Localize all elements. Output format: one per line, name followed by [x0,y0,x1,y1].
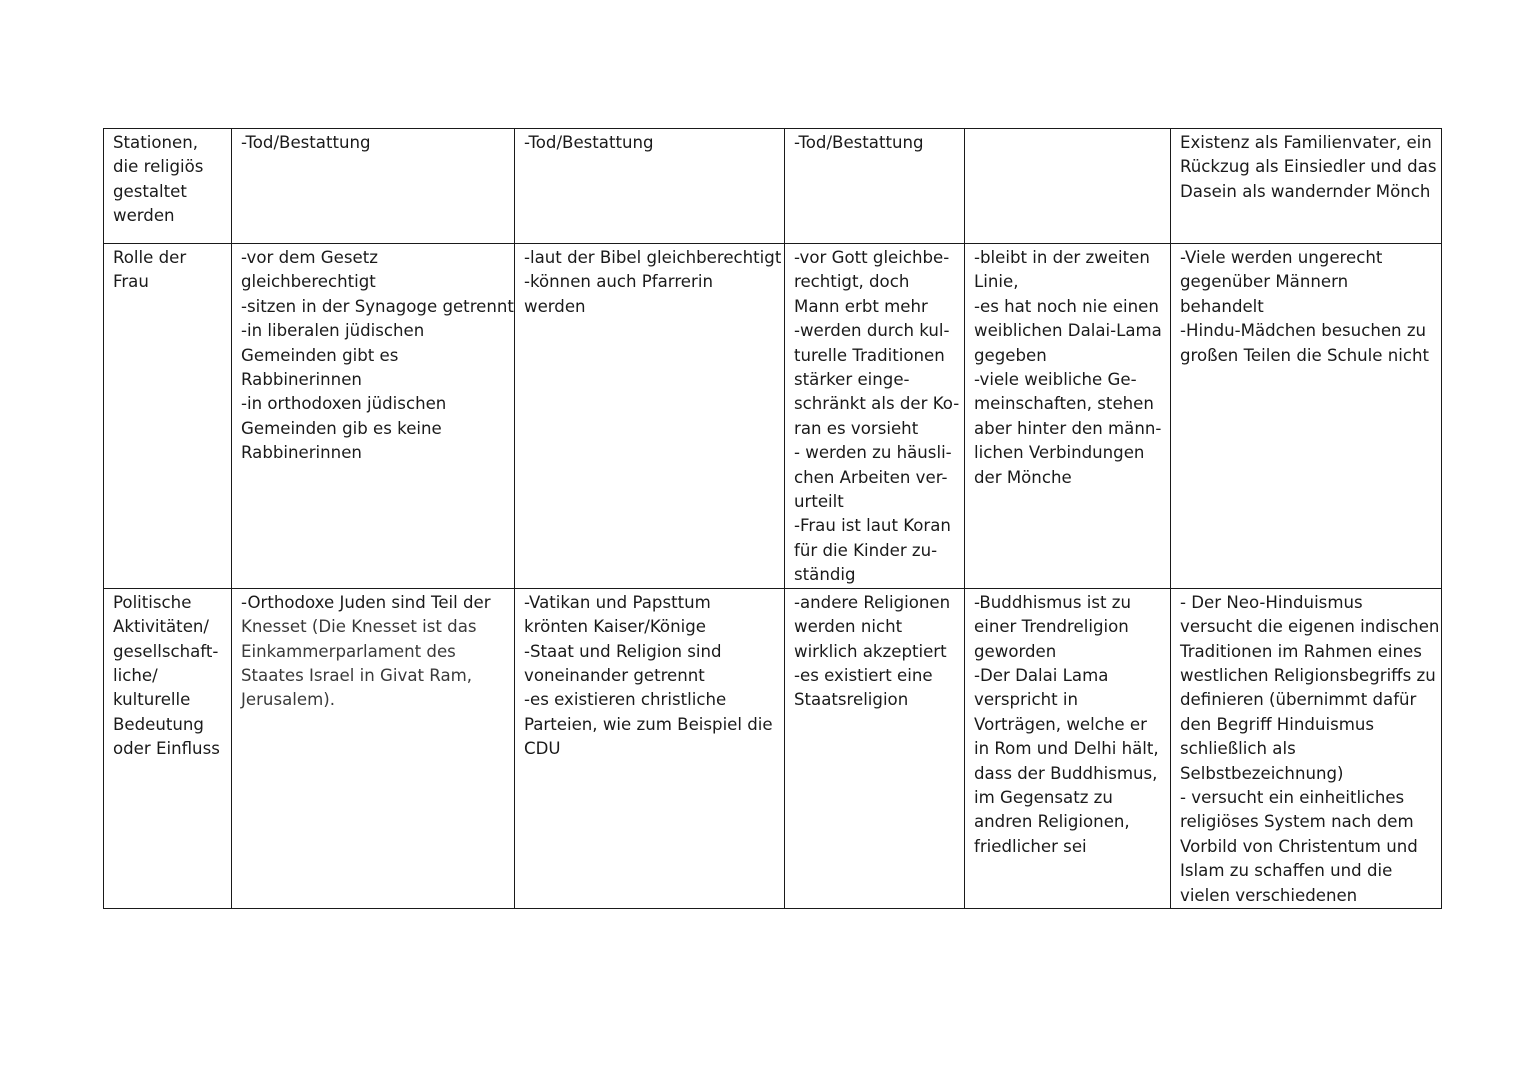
cell-text-line: -sitzen in der Synagoge getrennt [241,296,514,316]
cell-text-line: liche/ [113,665,158,685]
cell-text-line: Traditionen im Rahmen eines [1180,641,1422,661]
row-header-cell [104,244,232,589]
cell-text-line: Vorbild von Christentum und [1180,836,1418,856]
cell-text-line: großen Teilen die Schule nicht [1180,345,1430,365]
cell-text-line: Dasein als wandernder Mönch [1180,181,1431,201]
cell-text-line: Rabbinerinnen [241,443,362,463]
cell-text-line: rechtigt, doch [794,272,910,292]
row-header-cell [104,129,232,244]
cell-text-line: im Gegensatz zu [974,787,1113,807]
cell-text-line: oder Einfluss [113,739,220,759]
cell-text-line: -Tod/Bestattung [524,133,654,152]
cell-text-line: - versucht ein einheitliches [1180,787,1405,807]
cell-text-line: Vorträgen, welche er [974,714,1147,734]
table-cell [515,129,785,244]
cell-text-line: CDU [524,739,561,759]
cell-text-line: turelle Traditionen [794,345,945,365]
cell-text-line: Islam zu schaffen und die [1180,861,1393,881]
cell-text-line: für die Kinder zu- [794,540,938,560]
cell-text-line: gestaltet [113,181,187,201]
cell-text-line: schränkt als der Ko- [794,394,960,414]
cell-text-line: Rückzug als Einsiedler und das [1180,157,1437,177]
cell-text-line: einer Trendreligion [974,617,1129,637]
cell-text-line: religiöses System nach dem [1180,812,1414,832]
cell-text-line: behandelt [1180,296,1264,316]
table-cell [785,588,965,908]
cell-text-line: werden [113,206,175,226]
cell-text-line: Staatsreligion [794,690,909,710]
table-row-rolle-der-frau [104,244,1442,589]
cell-text-line: -können auch Pfarrerin [524,272,713,292]
cell-text-line: meinschaften, stehen [974,394,1154,414]
table-cell [515,588,785,908]
cell-text-line: chen Arbeiten ver- [794,467,948,487]
cell-text-line: -vor dem Gesetz [241,248,378,267]
religion-comparison-table [103,128,1442,909]
cell-text-line: vielen verschiedenen [1180,885,1358,905]
cell-text-line: den Begriff Hinduismus [1180,714,1375,734]
cell-text-line: versucht die eigenen indischen [1180,617,1440,637]
cell-text-line: der Mönche [974,467,1072,487]
cell-text-line: Gemeinden gibt es [241,345,399,365]
cell-text-line: -in liberalen jüdischen [241,321,425,341]
cell-text-line: gesellschaft- [113,641,219,661]
cell-text-line: Knesset (Die Knesset ist das [241,617,477,637]
table-cell [965,244,1171,589]
cell-text-line: -werden durch kul- [794,321,950,341]
cell-text-line: -Staat und Religion sind [524,641,722,661]
cell-text-line: die religiös [113,157,204,177]
cell-text-line: -Orthodoxe Juden sind Teil der [241,592,491,612]
cell-text-line: Einkammerparlament des [241,641,456,661]
cell-text-line: definieren (übernimmt dafür [1180,690,1417,710]
cell-text-line: -Tod/Bestattung [241,133,371,152]
cell-text-line: Selbstbezeichnung) [1180,763,1344,783]
cell-text-line: Stationen, [113,133,198,152]
cell-text-line: in Rom und Delhi hält, [974,739,1159,759]
cell-text-line: -Buddhismus ist zu [974,592,1132,612]
cell-text-line: andren Religionen, [974,812,1130,832]
cell-text-line: westlichen Religionsbegriffs zu [1180,665,1436,685]
cell-text-line: -Tod/Bestattung [794,133,924,152]
table-cell [515,244,785,589]
cell-text-line: -vor Gott gleichbe- [794,248,950,267]
cell-text-line: dass der Buddhismus, [974,763,1158,783]
cell-text-line: kulturelle [113,690,191,710]
cell-text-line: -Frau ist laut Koran [794,516,951,536]
table-cell [965,588,1171,908]
table-row-politische-aktivitaeten [104,588,1442,908]
cell-text-line: -Viele werden ungerecht [1180,248,1383,267]
table-cell [232,588,515,908]
cell-text-line: -in orthodoxen jüdischen [241,394,447,414]
cell-text-line: gegenüber Männern [1180,272,1349,292]
cell-text-line: Gemeinden gib es keine [241,418,442,438]
table-cell [785,244,965,589]
cell-text-line: -Vatikan und Papsttum [524,592,711,612]
cell-text-line: - werden zu häusli- [794,443,952,463]
cell-text-line: gleichberechtigt [241,272,376,292]
cell-text-line: Mann erbt mehr [794,296,928,316]
cell-text-line: Parteien, wie zum Beispiel die [524,714,773,734]
table-cell [232,129,515,244]
cell-text-line: ran es vorsieht [794,418,919,438]
cell-text-line: Jerusalem). [241,690,335,710]
cell-text-line: Bedeutung [113,714,204,734]
table-cell [785,129,965,244]
cell-text-line: friedlicher sei [974,836,1087,856]
cell-text-line: Rabbinerinnen [241,370,362,390]
cell-text-line: aber hinter den männ- [974,418,1162,438]
cell-text-line: Rolle der [113,248,187,267]
cell-text-line: krönten Kaiser/Könige [524,617,706,637]
cell-text-line: voneinander getrennt [524,665,705,685]
cell-text-line: - Der Neo-Hinduismus [1180,592,1363,612]
cell-text-line: -es hat noch nie einen [974,296,1159,316]
cell-text-line: -Hindu-Mädchen besuchen zu [1180,321,1427,341]
table-cell [1171,244,1442,589]
cell-text-line: schließlich als [1180,739,1296,759]
cell-text-line: geworden [974,641,1057,661]
cell-text-line: lichen Verbindungen [974,443,1145,463]
table-cell [965,129,1171,244]
cell-text-line: -bleibt in der zweiten [974,248,1150,267]
cell-text-line: Aktivitäten/ [113,617,210,637]
cell-text-line: stärker einge- [794,370,910,390]
cell-text-line: verspricht in [974,690,1079,710]
cell-text-line: -Der Dalai Lama [974,665,1109,685]
cell-text-line: weiblichen Dalai-Lama [974,321,1162,341]
cell-text-line: werden [524,296,586,316]
table-cell [1171,588,1442,908]
cell-text-line: Existenz als Familienvater, ein [1180,133,1432,152]
cell-text-line: gegeben [974,345,1047,365]
cell-text-line: Frau [113,272,149,292]
cell-text-line: urteilt [794,492,844,512]
cell-text-line: -viele weibliche Ge- [974,370,1137,390]
cell-text-line: ständig [794,565,856,585]
table-row-stationen [104,129,1442,244]
row-header-cell [104,588,232,908]
cell-text-line: werden nicht [794,617,903,637]
cell-text-line: Linie, [974,272,1019,292]
cell-text-line: -es existiert eine [794,665,933,685]
cell-text-line: Politische [113,592,192,612]
cell-text-line: Staates Israel in Givat Ram, [241,665,473,685]
table-cell [1171,129,1442,244]
cell-text-line: wirklich akzeptiert [794,641,947,661]
cell-text-line: -es existieren christliche [524,690,727,710]
table-cell [232,244,515,589]
cell-text-line: -andere Religionen [794,592,951,612]
cell-text-line: -laut der Bibel gleichberechtigt [524,248,782,267]
